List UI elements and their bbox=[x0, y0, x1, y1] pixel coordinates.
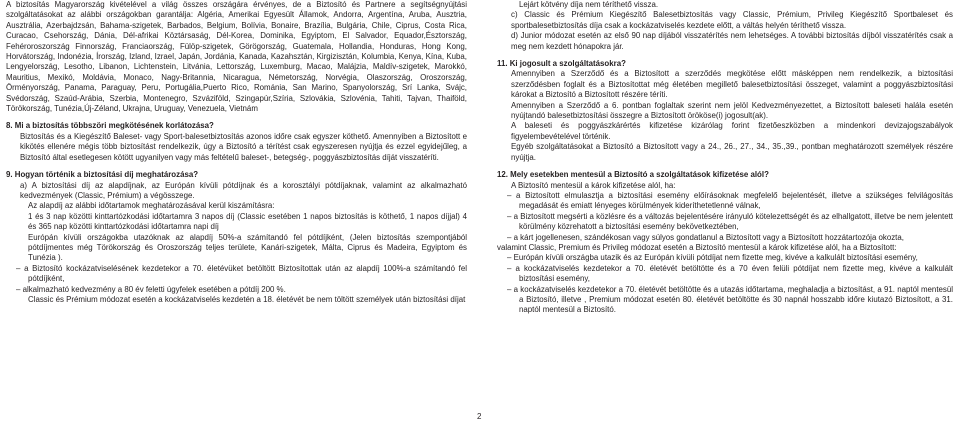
item-d-body: Junior módozat esetén az első 90 nap díjából visszatérítés nem lehetséges. A további biztosítás díjból visszatérítés csak a meg nem kezdett hónapokra jár. bbox=[511, 31, 953, 51]
left-column bbox=[6, 0, 467, 305]
item-a-label: a) bbox=[20, 180, 28, 190]
section-12-intro: A Biztosító mentesül a károk kifizetése alól, ha: bbox=[511, 180, 676, 190]
section-12-item-2: – a Biztosított megsérti a közlésre és a változás bejelentésére irányuló kötelezettségét és az elhallgatott, illetve be nem jelentett körülmény közrehatott a biztosítási esemény bekövetkeztében, bbox=[507, 211, 953, 232]
section-11-p1: Amennyiben a Szerződő és a Biztosított a szerződés megkötése előtt másképpen nem rendelkezik, a biztosítási szerződésben foglalt és a Biztosítottat még életében megillető balesetbiztosítási összeget, valamint a poggyászbiztosítási károkat a Biztosító a Biztosított részére téríti. bbox=[511, 69, 953, 100]
item-c bbox=[497, 10, 953, 31]
section-11-p2: Amennyiben a Szerződő a 6. pontban foglaltak szerint nem jelöl Kedvezményezettet, a Biztosított baleseti halála esetén nyújtandó balesetbiztosítási összegre a Biztosított örököse(i) jogosult(ak). bbox=[511, 100, 953, 121]
section-12-heading: 12. Mely esetekben mentesül a Biztosító a szolgáltatások kifizetése alól? bbox=[497, 170, 769, 180]
base-fee-line: Az alapdíj az alábbi időtartamok meghatározásával kerül kiszámításra: bbox=[28, 201, 275, 211]
section-9-a-text bbox=[6, 181, 467, 202]
refund-note: Lejárt kötvény díja nem téríthető vissza. bbox=[519, 0, 659, 9]
section-8-text: Biztosítás és a Kiegészítő Baleset- vagy Sport-balesetbiztosítás azonos időre csak egyszer köthető. Amennyiben a Biztosított e kikötés ellenére mégis több biztosítást rendelkezik, úgy a Biztosító a térítést csak egyszeresen nyújtja és ezzel egyidejűleg, a Biztosító által esetlegesen kötött ugyanilyen vagy más feltételű baleset-, betegség-, poggyászbiztosítás díját visszatéríti. bbox=[20, 131, 467, 162]
page-number: 2 bbox=[477, 412, 482, 421]
classic-premium-line: Classic és Prémium módozat esetén a kockázatviselés kezdetén a 18. életévét be nem töltött személyek után biztosítási díjat bbox=[28, 294, 466, 304]
age80-discount-line: – alkalmazható kedvezmény a 80 év feletti úgyfelek esetében a pótdíj 200 %. bbox=[16, 284, 286, 294]
section-11-p4: Egyéb szolgáltatásokat a Biztosító a Biztosított vagy a 24., 26., 27., 34., 35.,39., pontban meghatározott személyek részére nyújtja. bbox=[511, 142, 953, 162]
right-column bbox=[497, 0, 953, 316]
section-11-heading: 11. Ki jogosult a szolgáltatásokra? bbox=[497, 59, 626, 69]
section-8-heading: 8. Mi a biztosítás többszöri megkötésének korlátozása? bbox=[6, 121, 214, 131]
section-12-item-3: – a kárt jogellenesen, szándékosan vagy súlyos gondatlanul a Biztosított vagy a Biztosított hozzátartozója okozta, bbox=[507, 232, 904, 242]
item-d bbox=[497, 31, 953, 52]
item-d-label: d) bbox=[511, 31, 519, 41]
item-c-body: Classic és Prémium Kiegészítő Balesetbiztosítás vagy Classic, Prémium, Privileg Kiegészítő Sportbaleset és sportbalesetbiztosítás díja csak a kockázatviselés kezdete előtt, a váltás helyén téríthető vissza. bbox=[511, 10, 953, 30]
item-c-label: c) bbox=[511, 10, 518, 20]
section-12-item-5: – a kockázatviselés kezdetekor a 70. életévét betöltötte és a 70 éven felüli pótdíjat nem fizette meg, kivéve a kalkulált biztosítási esemény, bbox=[507, 263, 953, 284]
section-12-item-1: – a Biztosított elmulasztja a biztosítási esemény előírásoknak megfelelő bejelentését, illetve a szükséges felvilágosítás megadását és emiatt lényeges körülmények kideríthetetlenné válnak, bbox=[507, 190, 953, 211]
section-11-p3: A baleseti és poggyászkárértés kifizetése kizárólag forint fizetőeszközben a mindenkori devizajogszabályok figyelembevételével történik. bbox=[511, 121, 953, 141]
section-12-item-6: – a kockázatviselés kezdetekor a 70. életévét betöltötte és a utazás időtartama, meghaladja a biztosítást, a 91. naptól mentesül a Biztosító, illetve , Premium módozat esetén 80. életévét betöltötte és 30 napnál hosszabb időre kiutazó Biztosított, a 31. naptól mentesül a Biztosító. bbox=[507, 284, 953, 315]
europe-surcharge-line: Európán kívüli országokba utazóknak az alapdíj 50%-a számítandó fel pótdíjként, (Jelen biztosítás szempontjából pótdíjmentes még Törökország és Oroszország teljes területe, Kanári-szigetek, Málta, Ciprus és Madeira, Egyiptom és Tunézia ). bbox=[28, 232, 467, 263]
section-12-mid: valamint Classic, Premium és Privileg módozat esetén a Biztosító mentesül a károk kifizetése alól, ha a Biztosított: bbox=[497, 242, 897, 252]
duration-line: 1 és 3 nap közötti kinttartózkodási időtartamra 3 napos díj (Classic esetében 1 napos biztosítás is köthető, 1 napos díjjal) 4 és 365 nap közötti kinttartózkodási időtartamra napi díj bbox=[28, 211, 467, 232]
item-a-body: A biztosítási díj az alapdíjnak, az Európán kívüli pótdíjnak és a korosztályi pótdíjaknak, valamint az alkalmazható kedvezmények (Classic, Prémium) a végösszege. bbox=[20, 180, 467, 200]
age70-surcharge-line: – a Biztosító kockázatviselésének kezdetekor a 70. életévüket betöltött Biztosítottak után az alapdíj 100%-a számítandó fel pótdíjként, bbox=[16, 263, 467, 284]
country-list-paragraph: A biztosítás Magyarország kivételével a világ összes országára érvényes, de a Biztosító és Partnere a segítségnyújtási szolgáltatásokat az alábbi országokban garantálja: Algéria, Amerikai Egyesült Államok, Andorra, Argentína, Aruba, Ausztria, Ausztrália, Azerbajdzsán, Bahama-szigetek, Barbados, Belgium, Bolívia, Bonaire, Brazília, Bulgária, Chile, Ciprus, Costa Rica, Curacao, Csehország, Dánia, Dél-afrikai Köztársaság, Dél-Korea, Dominika, Egyiptom, El Salvador, Equador,Észtország, Fehéroroszország Finnország, Franciaország, Fülöp-szigetek, Görögország, Guatemala, Hollandia, Honduras, Hong Kong, Horvátország, Indonézia, Írország, Izland, Izrael, Japán, Jordánia, Kanada, Kazahsztán, Kirgizisztán, Kolumbia, Kenya, Kína, Kuba, Lengyelország, Lesotho, Libanon, Lichtenstein, Litvánia, Lettország, Luxemburg, Macao, Malájzia, Maldív-szigetek, Marokkó, Mauritius, Mexikó, Moldávia, Monaco, Nagy-Britannia, Nicaragua, Németország, Norvégia, Olaszország, Oroszország, Örményország, Panama, Paraguay, Peru, Portugália,Puerto Rico, Románia, San Marino, Spanyolország, Srí Lanka, Svájc, Svédország, Szaúd-Arábia, Szerbia, Montenegro, Szváziföld, Szingapúr,Szíria, Szlovákia, Szlovénia, Tahiti, Tajvan, Thaiföld, Törökország, Tunézia,Új-Zéland, Ukrajna, Uruguay, Venezuela, Vietnám bbox=[6, 0, 467, 114]
section-12-item-4: – Európán kívüli országba utazik és az Európán kívüli pótdíjat nem fizette meg, kivéve a kalkulált biztosítási esemény, bbox=[507, 253, 918, 263]
section-9-heading: 9. Hogyan történik a biztosítási díj meghatározása? bbox=[6, 170, 199, 180]
